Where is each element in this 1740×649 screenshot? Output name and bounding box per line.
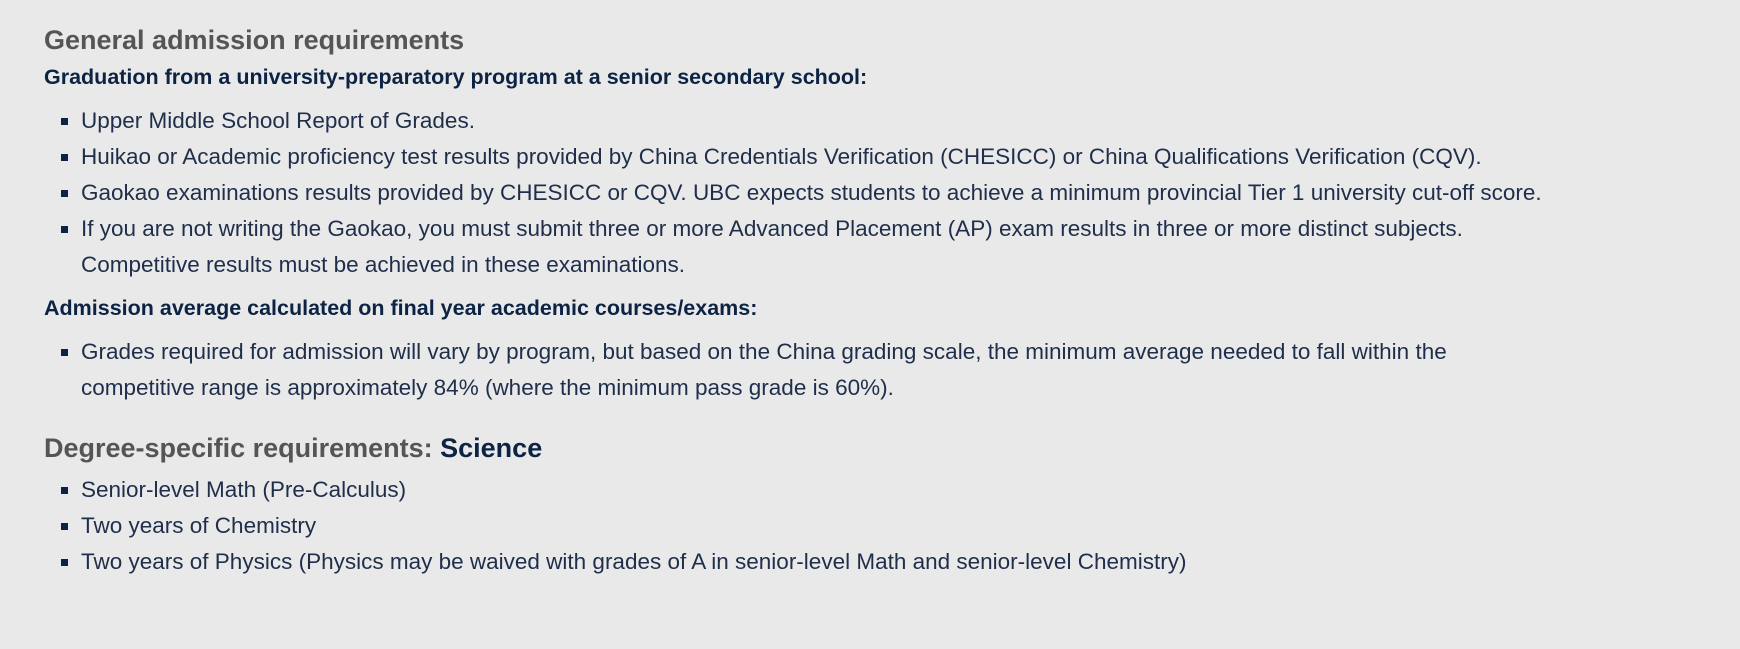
graduation-heading: Graduation from a university-preparatory program at a senior secondary school: (44, 65, 868, 89)
list-item (44, 103, 1740, 139)
list-item-text: Huikao or Academic proficiency test results provided by China Credentials Verification (CHESICC) or China Qualifications Verification (CQV). (81, 144, 1482, 169)
list-item (44, 472, 1740, 508)
list-item (44, 334, 1740, 406)
list-item (44, 211, 1740, 283)
degree-requirements-list (44, 472, 1740, 580)
list-item (44, 508, 1740, 544)
square-bullet-icon (61, 559, 68, 566)
square-bullet-icon (61, 154, 68, 161)
list-item-text: Gaokao examinations results provided by CHESICC or CQV. UBC expects students to achieve a minimum provincial Tier 1 university cut-off score. (81, 180, 1542, 205)
general-requirements-title: General admission requirements (44, 25, 465, 55)
square-bullet-icon (61, 523, 68, 530)
square-bullet-icon (61, 190, 68, 197)
list-item-text: Senior-level Math (Pre-Calculus) (81, 477, 407, 502)
list-item-text-continued: Competitive results must be achieved in these examinations. (81, 252, 686, 277)
list-item-text: Grades required for admission will vary by program, but based on the China grading scale, the minimum average needed to fall within the (81, 339, 1447, 364)
square-bullet-icon (61, 226, 68, 233)
list-item-text: Two years of Physics (Physics may be waived with grades of A in senior-level Math and senior-level Chemistry) (81, 549, 1187, 574)
list-item-text: Two years of Chemistry (81, 513, 317, 538)
degree-title-prefix: Degree-specific requirements: (44, 433, 441, 463)
admission-average-list (44, 334, 1740, 406)
degree-requirements-title (44, 430, 1740, 466)
square-bullet-icon (61, 118, 68, 125)
square-bullet-icon (61, 349, 68, 356)
list-item (44, 175, 1740, 211)
admission-average-heading: Admission average calculated on final year academic courses/exams: (44, 296, 758, 320)
list-item (44, 544, 1740, 580)
list-item-text-continued: competitive range is approximately 84% (where the minimum pass grade is 60%). (81, 375, 894, 400)
list-item (44, 139, 1740, 175)
list-item-text: Upper Middle School Report of Grades. (81, 108, 475, 133)
degree-program-name: Science (440, 433, 543, 463)
square-bullet-icon (61, 487, 68, 494)
list-item-text: If you are not writing the Gaokao, you must submit three or more Advanced Placement (AP) exam results in three or more distinct subjects. (81, 216, 1463, 241)
graduation-requirements-list (44, 103, 1740, 283)
